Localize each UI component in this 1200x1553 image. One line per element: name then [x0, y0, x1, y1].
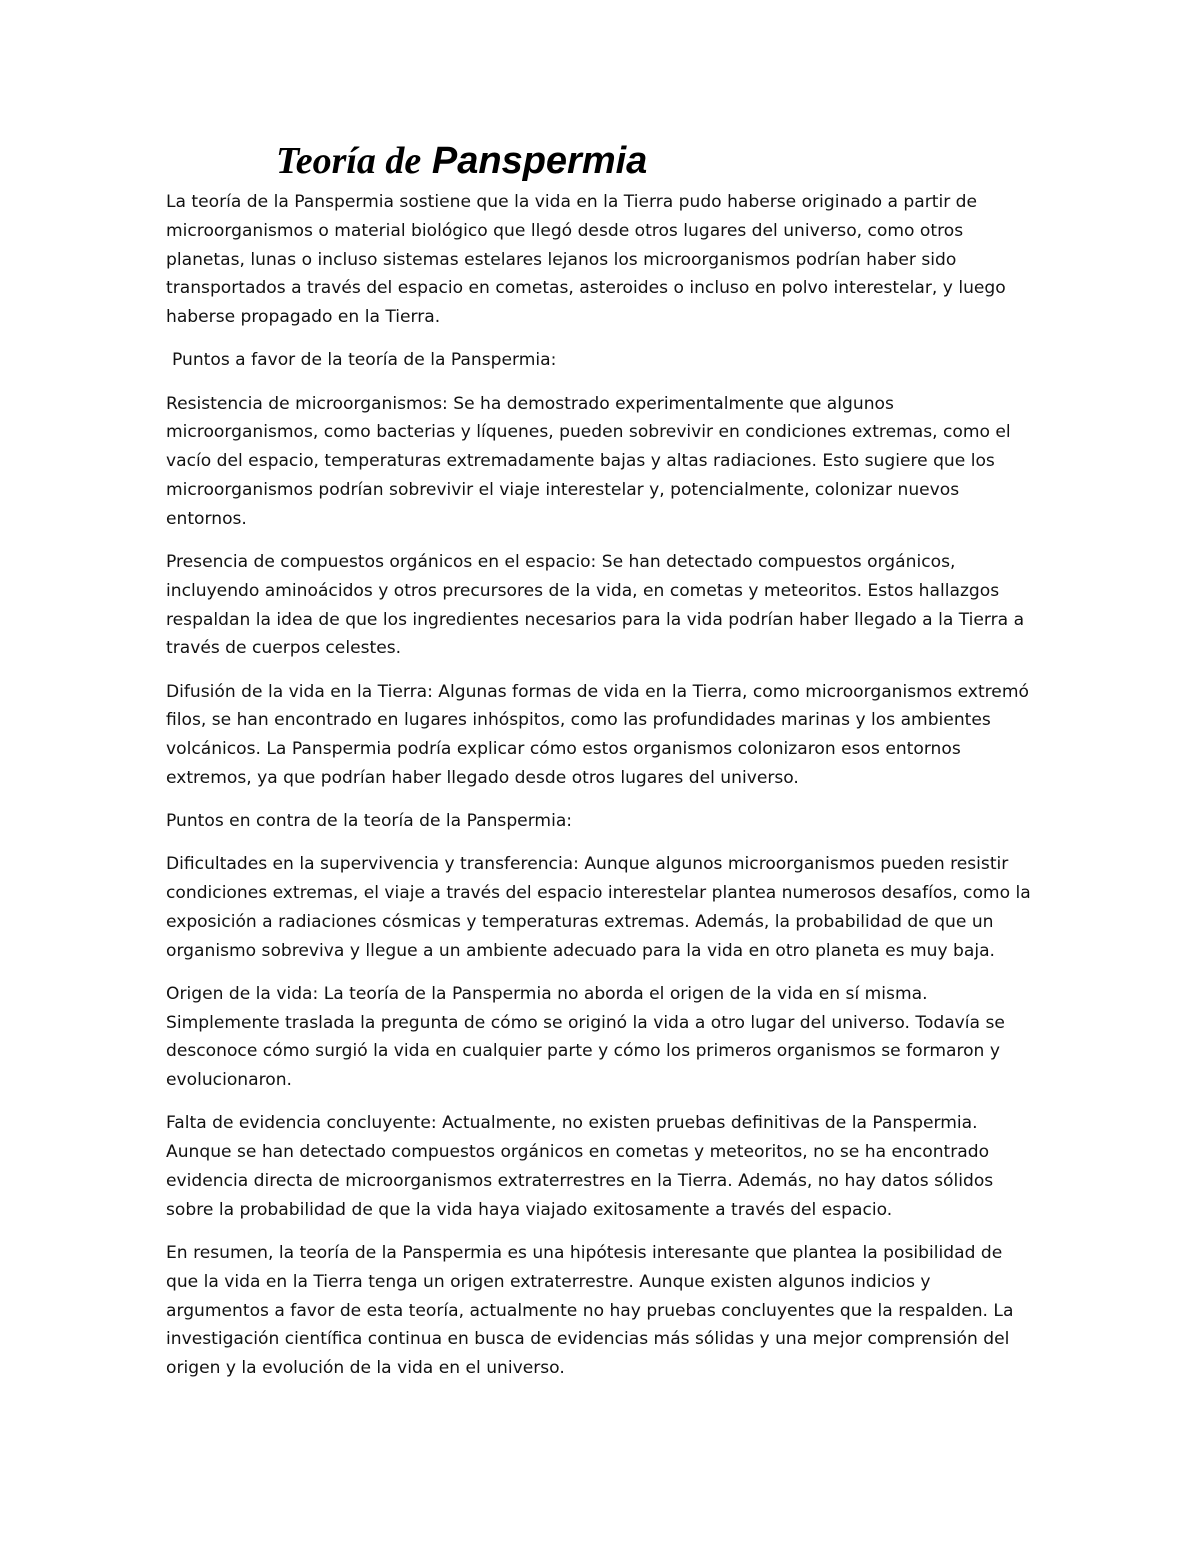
pros-heading: Puntos a favor de la teoría de la Panspermia:	[172, 350, 557, 371]
pro-paragraph-organic-compounds: Presencia de compuestos orgánicos en el espacio: Se han detectado compuestos orgánicos, incluyendo aminoácidos y otros precursores de la vida, en cometas y meteoritos. Estos hallazgos respaldan la idea de que los ingredientes necesarios para la vida podrían haber llegado a la Tierra a través de cuerpos celestes.	[166, 551, 1025, 659]
title-part-1: Teoría de	[276, 140, 422, 182]
con-paragraph-origin: Origen de la vida: La teoría de la Panspermia no aborda el origen de la vida en sí misma. Simplemente traslada la pregunta de cómo se originó la vida a otro lugar del universo. Todavía se desconoce cómo surgió la vida en cualquier parte y cómo los primeros organismos se formaron y evolucionaron.	[166, 983, 1005, 1091]
cons-heading: Puntos en contra de la teoría de la Panspermia:	[166, 811, 573, 832]
pro-paragraph-diffusion: Difusión de la vida en la Tierra: Algunas formas de vida en la Tierra, como microorganismos extremó filos, se han encontrado en lugares inhóspitos, como las profundidades marinas y los ambientes volcánicos. La Panspermia podría explicar cómo estos organismos colonizaron esos entornos extremos, ya que podrían haber llegado desde otros lugares del universo.	[166, 681, 1029, 788]
intro-paragraph: La teoría de la Panspermia sostiene que la vida en la Tierra pudo haberse originado a partir de microorganismos o material biológico que llegó desde otros lugares del universo, como otros planetas, lunas o incluso sistemas estelares lejanos los microorganismos podrían haber sido transportados a través del espacio en cometas, asteroides o incluso en polvo interestelar, y luego haberse propagado en la Tierra.	[166, 192, 1006, 328]
document-body	[166, 188, 1038, 1397]
con-paragraph-survival: Dificultades en la supervivencia y transferencia: Aunque algunos microorganismos pueden resistir condiciones extremas, el viaje a través del espacio interestelar plantea numerosos desafíos, como la exposición a radiaciones cósmicas y temperaturas extremas. Además, la probabilidad de que un organismo sobreviva y llegue a un ambiente adecuado para la vida en otro planeta es muy baja.	[166, 854, 1031, 961]
pro-paragraph-resistance: Resistencia de microorganismos: Se ha demostrado experimentalmente que algunos microorganismos, como bacterias y líquenes, pueden sobrevivir en condiciones extremas, como el vacío del espacio, temperaturas extremadamente bajas y altas radiaciones. Esto sugiere que los microorganismos podrían sobrevivir el viaje interestelar y, potencialmente, colonizar nuevos entornos.	[166, 393, 1011, 529]
summary-paragraph: En resumen, la teoría de la Panspermia es una hipótesis interesante que plantea la posibilidad de que la vida en la Tierra tenga un origen extraterrestre. Aunque existen algunos indicios y argumentos a favor de esta teoría, actualmente no hay pruebas concluyentes que la respalden. La investigación científica continua en busca de evidencias más sólidas y una mejor comprensión del origen y la evolución de la vida en el universo.	[166, 1243, 1014, 1379]
con-paragraph-evidence: Falta de evidencia concluyente: Actualmente, no existen pruebas definitivas de la Panspermia. Aunque se han detectado compuestos orgánicos en cometas y meteoritos, no se ha encontrado evidencia directa de microorganismos extraterrestres en la Tierra. Además, no hay datos sólidos sobre la probabilidad de que la vida haya viajado exitosamente a través del espacio.	[166, 1113, 994, 1220]
document-title	[276, 138, 647, 184]
title-part-2: Panspermia	[431, 140, 648, 182]
